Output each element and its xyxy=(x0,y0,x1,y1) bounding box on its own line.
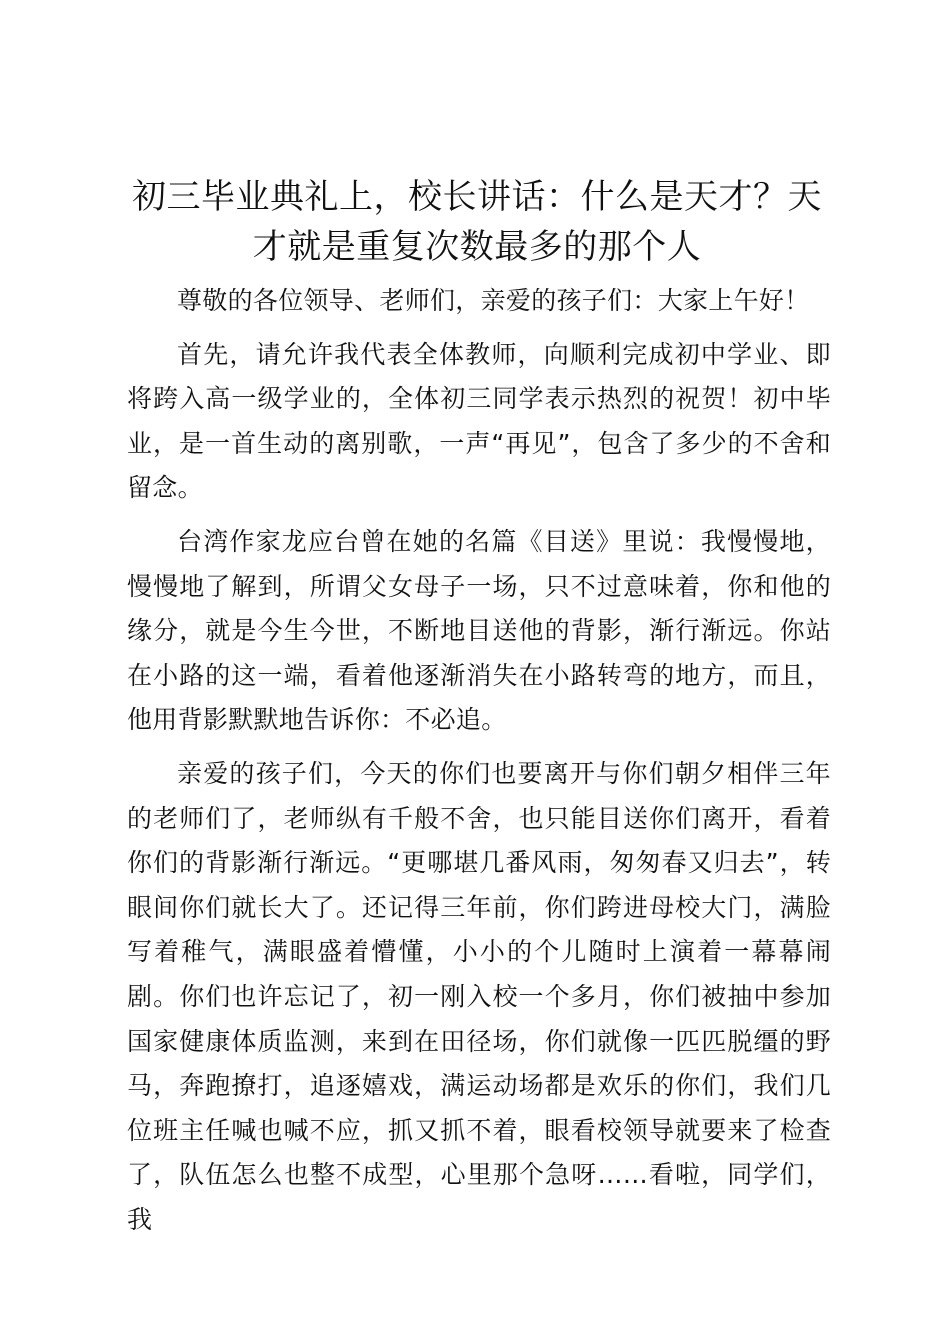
document-body xyxy=(127,279,831,1251)
paragraph-memories: 亲爱的孩子们，今天的你们也要离开与你们朝夕相伴三年的老师们了，老师纵有千般不舍，也只能目送你们离开，看着你们的背影渐行渐远。“更哪堪几番风雨，匆匆春又归去”，转眼间你们就长大了。还记得三年前，你们跨进母校大门，满脸写着稚气，满眼盛着懵懂，小小的个儿随时上演着一幕幕闹剧。你们也许忘记了，初一刚入校一个多月，你们被抽中参加国家健康体质监测，来到在田径场，你们就像一匹匹脱缰的野马，奔跑撩打，追逐嬉戏，满运动场都是欢乐的你们，我们几位班主任喊也喊不应，抓又抓不着，眼看校领导就要来了检查了，队伍怎么也整不成型，心里那个急呀……看啦，同学们，我 xyxy=(127,758,831,1234)
paragraph-quote-mu-song: 台湾作家龙应台曾在她的名篇《目送》里说：我慢慢地，慢慢地了解到，所谓父女母子一场，只不过意味着，你和他的缘分，就是今生今世，不断地目送他的背影，渐行渐远。你站在小路的这一端，看着他逐渐消失在小路转弯的地方，而且，他用背影默默地告诉你：不必追。 xyxy=(127,526,831,735)
document-title: 初三毕业典礼上，校长讲话：什么是天才？天才就是重复次数最多的那个人 xyxy=(132,177,822,267)
paragraph-congratulations: 首先，请允许我代表全体教师，向顺利完成初中学业、即将跨入高一级学业的，全体初三同学表示热烈的祝贺！初中毕业，是一首生动的离别歌，一声“再见”，包含了多少的不舍和留念。 xyxy=(127,339,831,503)
paragraph-greeting: 尊敬的各位领导、老师们，亲爱的孩子们：大家上午好！ xyxy=(177,286,810,315)
